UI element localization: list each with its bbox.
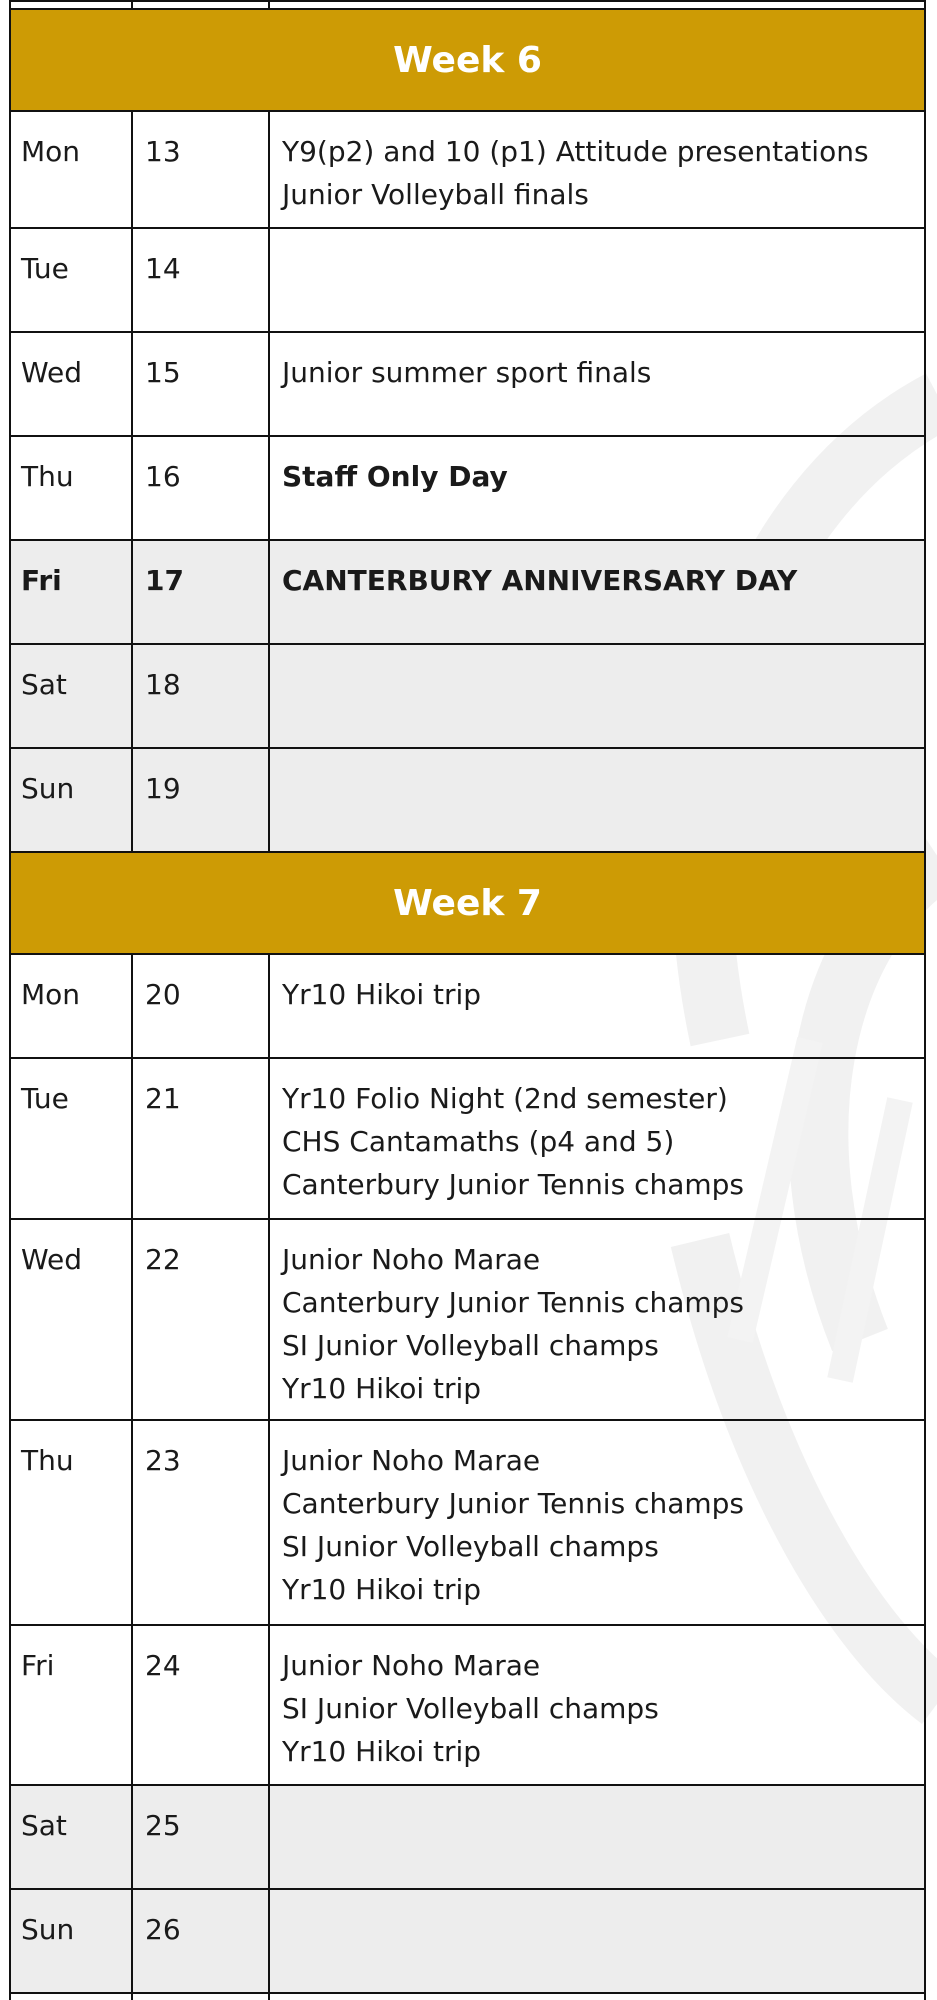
events-cell [269,111,925,228]
event-item: Yr10 Hikoi trip [282,1372,482,1405]
event-item: CHS Cantamaths (p4 and 5) [282,1125,675,1158]
day-date: 15 [132,332,269,436]
event-item: Canterbury Junior Tennis champs [282,1286,745,1319]
day-name: Sun [10,748,132,852]
day-row [10,1058,925,1219]
day-row [10,954,925,1058]
day-row [10,644,925,748]
day-row [10,1219,925,1420]
day-name: Mon [10,111,132,228]
day-name: Fri [10,540,132,644]
events-cell [269,1889,925,1993]
previous-page-row-stub [10,1,925,9]
day-name: Sat [10,644,132,748]
events-cell [269,436,925,540]
day-date: 20 [132,954,269,1058]
day-name: Tue [10,1058,132,1219]
event-item: Junior summer sport finals [282,356,652,389]
event-item: Canterbury Junior Tennis champs [282,1168,745,1201]
next-page-row-stub [10,1993,925,2000]
day-name: Wed [10,332,132,436]
event-item: Junior Volleyball finals [282,178,589,211]
day-row [10,111,925,228]
day-name: Tue [10,228,132,332]
event-item: SI Junior Volleyball champs [282,1530,659,1563]
event-item: SI Junior Volleyball champs [282,1692,659,1725]
day-row [10,332,925,436]
day-row [10,228,925,332]
event-item: Junior Noho Marae [282,1243,541,1276]
event-item: Staff Only Day [282,460,508,493]
day-row [10,1785,925,1889]
event-item: Yr10 Hikoi trip [282,1735,482,1768]
day-date: 13 [132,111,269,228]
week-title: Week 7 [10,852,925,954]
day-date: 24 [132,1625,269,1785]
events-cell [269,748,925,852]
day-name: Thu [10,1420,132,1625]
day-date: 23 [132,1420,269,1625]
day-date: 19 [132,748,269,852]
day-date: 25 [132,1785,269,1889]
event-item: Yr10 Folio Night (2nd semester) [282,1082,728,1115]
event-item: Canterbury Junior Tennis champs [282,1487,745,1520]
event-item: Y9(p2) and 10 (p1) Attitude presentations [282,135,869,168]
day-name: Wed [10,1219,132,1420]
events-cell [269,1219,925,1420]
day-row [10,1420,925,1625]
day-row [10,436,925,540]
event-item: Junior Noho Marae [282,1649,541,1682]
event-item: SI Junior Volleyball champs [282,1329,659,1362]
day-name: Mon [10,954,132,1058]
day-date: 26 [132,1889,269,1993]
events-cell [269,1625,925,1785]
event-item: Yr10 Hikoi trip [282,1573,482,1606]
day-date: 21 [132,1058,269,1219]
events-cell [269,1420,925,1625]
week-title: Week 6 [10,9,925,111]
day-date: 18 [132,644,269,748]
day-date: 14 [132,228,269,332]
week-header [10,9,925,111]
events-cell [269,540,925,644]
day-row [10,748,925,852]
events-cell [269,1058,925,1219]
day-date: 16 [132,436,269,540]
event-item: Junior Noho Marae [282,1444,541,1477]
events-cell [269,228,925,332]
calendar-sheet [9,0,926,2000]
event-item: CANTERBURY ANNIVERSARY DAY [282,564,798,597]
week-header [10,852,925,954]
events-cell [269,1785,925,1889]
events-cell [269,954,925,1058]
day-name: Thu [10,436,132,540]
day-row [10,540,925,644]
day-date: 17 [132,540,269,644]
events-cell [269,644,925,748]
day-date: 22 [132,1219,269,1420]
day-name: Sun [10,1889,132,1993]
calendar-table [9,0,926,2000]
day-name: Fri [10,1625,132,1785]
day-row [10,1889,925,1993]
day-name: Sat [10,1785,132,1889]
event-item: Yr10 Hikoi trip [282,978,482,1011]
day-row [10,1625,925,1785]
events-cell [269,332,925,436]
